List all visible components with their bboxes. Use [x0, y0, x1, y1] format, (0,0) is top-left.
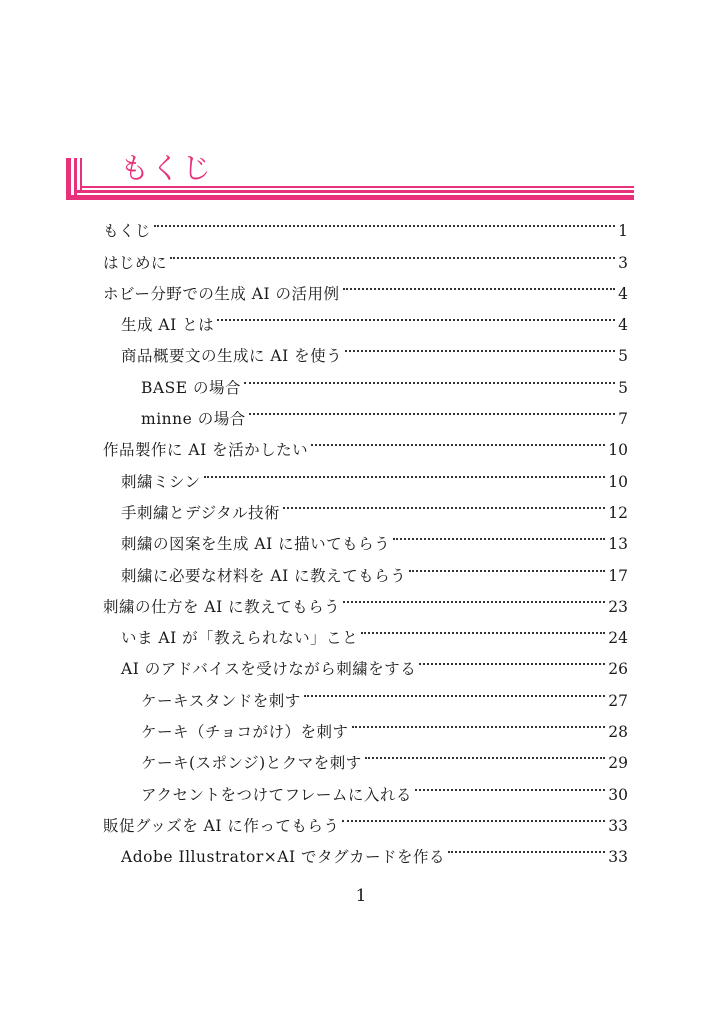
toc-entry-label: ケーキ(スポンジ)とクマを刺す [141, 754, 362, 773]
toc-entry-page: 30 [608, 785, 628, 804]
dot-leader [304, 674, 606, 705]
heading-underline [66, 195, 634, 200]
toc-entry-page: 24 [608, 629, 628, 648]
page-title: もくじ [120, 151, 214, 185]
toc-entry-page: 10 [608, 472, 628, 491]
toc-entry-label: ケーキスタンドを刺す [141, 691, 301, 710]
dot-leader [170, 236, 615, 267]
toc-entry[interactable] [103, 236, 628, 272]
table-of-contents [103, 205, 628, 867]
toc-entry-label: Adobe Illustrator×AI でタグカードを作る [121, 848, 446, 867]
toc-entry-page: 27 [608, 691, 628, 710]
toc-heading [66, 150, 634, 200]
dot-leader [409, 549, 605, 580]
toc-entry-page: 5 [618, 347, 628, 366]
dot-leader [343, 268, 616, 299]
toc-entry-label: minne の場合 [141, 410, 246, 429]
heading-underline [80, 186, 634, 188]
dot-leader [311, 424, 605, 455]
toc-entry-label: 刺繍の仕方を AI に教えてもらう [103, 597, 341, 616]
heading-accent-bar [66, 158, 71, 200]
dot-leader [365, 737, 606, 768]
dot-leader [249, 393, 615, 424]
heading-underline [74, 190, 634, 193]
toc-entry[interactable] [103, 268, 628, 303]
dot-leader [352, 706, 606, 737]
dot-leader [361, 612, 605, 643]
toc-entry-page: 33 [608, 816, 628, 835]
dot-leader [342, 800, 605, 831]
toc-entry-label: BASE の場合 [141, 378, 241, 397]
toc-entry-page: 7 [618, 410, 628, 429]
dot-leader [244, 361, 615, 392]
dot-leader [204, 455, 606, 486]
toc-entry-page: 4 [618, 316, 628, 335]
toc-entry-page: 23 [608, 597, 628, 616]
toc-entry-label: ケーキ（チョコがけ）を刺す [141, 723, 349, 742]
toc-entry-page: 28 [608, 723, 628, 742]
toc-entry-page: 29 [608, 754, 628, 773]
dot-leader [217, 299, 615, 330]
toc-entry-label: 刺繍の図案を生成 AI に描いてもらう [121, 535, 391, 554]
toc-entry-page: 26 [608, 660, 628, 679]
toc-entry-label: 販促グッズを AI に作ってもらう [103, 816, 340, 835]
toc-entry-page: 5 [618, 378, 628, 397]
toc-entry-label: はじめに [103, 253, 168, 272]
dot-leader [154, 205, 615, 236]
toc-entry-label: 作品製作に AI を活かしたい [103, 441, 309, 460]
toc-entry-label: AI のアドバイスを受けながら刺繍をする [121, 660, 417, 679]
toc-entry-label: ホビー分野での生成 AI の活用例 [103, 284, 340, 303]
toc-entry-page: 3 [618, 253, 628, 272]
toc-entry[interactable] [103, 205, 628, 241]
toc-entry-page: 10 [608, 441, 628, 460]
dot-leader [283, 487, 605, 518]
toc-entry-page: 13 [608, 535, 628, 554]
dot-leader [343, 581, 605, 612]
dot-leader [419, 643, 605, 674]
toc-entry-label: 刺繍ミシン [121, 472, 201, 491]
dot-leader [448, 831, 605, 862]
toc-entry-label: アクセントをつけてフレームに入れる [141, 785, 412, 804]
toc-entry-label: いま AI が「教えられない」こと [121, 629, 359, 648]
dot-leader [415, 768, 605, 799]
toc-entry-label: もくじ [103, 222, 152, 241]
toc-entry-label: 手刺繍とデジタル技術 [121, 503, 281, 522]
toc-entry-page: 17 [608, 566, 628, 585]
page-number: 1 [355, 886, 367, 906]
toc-entry-page: 12 [608, 503, 628, 522]
toc-entry-page: 4 [618, 284, 628, 303]
toc-entry-label: 生成 AI とは [121, 316, 215, 335]
toc-entry-label: 刺繍に必要な材料を AI に教えてもらう [121, 566, 407, 585]
dot-leader [393, 518, 605, 549]
toc-entry-page: 1 [618, 222, 628, 241]
toc-entry-page: 33 [608, 848, 628, 867]
toc-entry-label: 商品概要文の生成に AI を使う [121, 347, 343, 366]
dot-leader [345, 330, 615, 361]
